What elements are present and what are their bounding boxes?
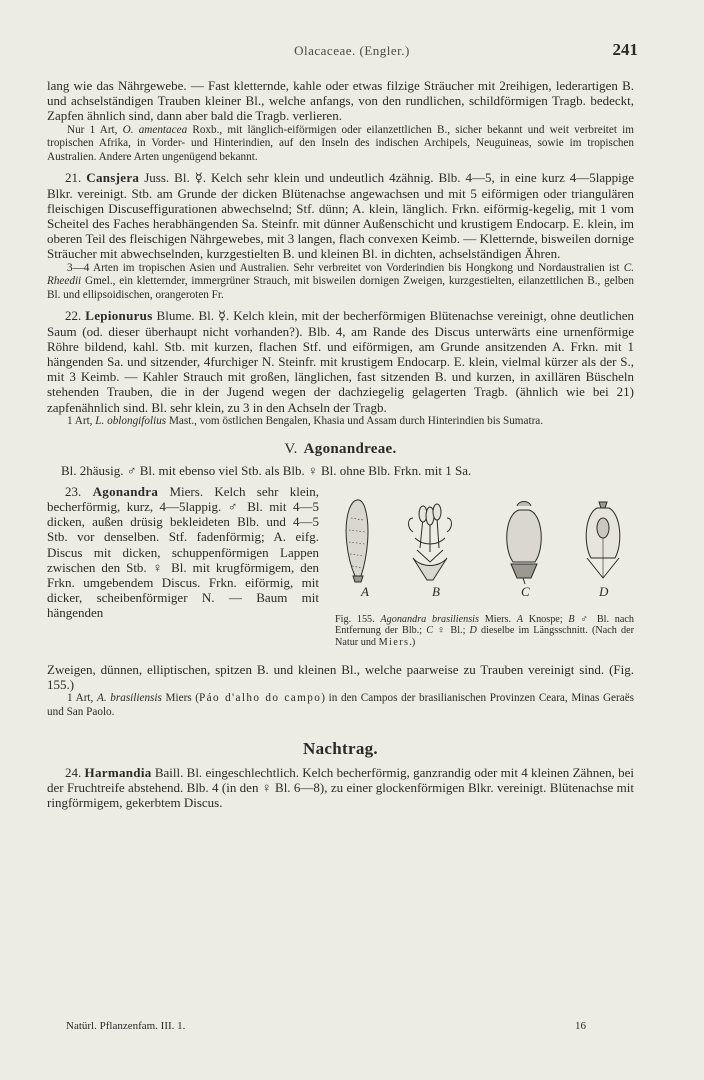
genus-number: 24. (65, 764, 82, 780)
genus-name: Cansjera (86, 170, 140, 186)
section-number: V. (284, 441, 298, 458)
genus-entry-agonandra-column (47, 484, 319, 621)
figure-part-b-male-flower-icon (409, 504, 452, 580)
addendum-heading: Nachtrag. (303, 739, 378, 759)
paragraph-continuation: lang wie das Nährgewebe. — Fast kletternde, kahle oder etwas filzige Sträucher mit 2reihigen, lederartigen B. und achselständigen Trauben kleiner Bl., welche anfangs, von den rundlichen, schildförmigen Tragb. bedeckt, Zapfen ähnlich sind, dann aber bald die Tragb. verlieren. (47, 78, 634, 124)
genus-number: 21. (65, 170, 82, 186)
species-note-cansjera: 3—4 Arten im tropischen Asien und Australien. Sehr verbreitet von Vorderindien bis Hongkong und Nordaustralien ist C. Rheedii Gmel., ein kletternder, immergrüner Strauch, mit bisweilen dornigen Zweigen, kurzgestielten, eilanzettlichen B., gelben Bl. und ellipsoidischen, orangeroten Fr. (47, 261, 634, 301)
genus-entry-agonandra: 23. Agonandra Miers. Kelch sehr klein, becherförmig, kurz, 4—5lappig. ♂ Bl. mit 4—5 dicken, außen drüsig bekleideten Blb. und 4—5 Stb. vor denselben. Stf. fadenförmig; A. eifg. Discus mit dicken, schuppenförmigen Lappen zwischen den Stb. ♀ Bl. mit krugförmigem, den Frkn. umgebendem Discus. Frkn. eiförmig, mit dicker, scheibenförmiger N. — Baum mit hängenden (47, 483, 320, 621)
figure-label-a: A (361, 583, 369, 599)
botanical-illustration (335, 488, 634, 584)
page-body (47, 78, 634, 810)
figure-part-c-female-flower-icon (507, 501, 542, 584)
footer-publication: Natürl. Pflanzenfam. III. 1. (66, 1020, 186, 1032)
common-name: Páo d'alho do campo (199, 692, 322, 705)
genus-entry-cansjera: 21. Cansjera Juss. Bl. ☿. Kelch sehr klein und undeutlich 4zähnig. Blb. 4—5, in eine kurz 4—5lappige Blkr. vereinigt. Stb. am Grunde der dicken Blütenachse angewachsen und mit 5 eiförmigen oder triangulären fleischigen Discuseffigurationen abwechselnd; Stf. dünn; A. klein, länglich. Frkn. eiförmig-kegelig, mit 1 vom Scheitel des Faches herabhängenden Sa. Steinfr. mit dünner Außenschicht und krustigem Endocarp. E. klein, im oberen Teil des fleischigen Nährgewebes, mit 3 langen, flach convexen Keimb. — Kletternde, bisweilen dornige Sträucher mit abwechselnden, kurzgestielten B. und kleinen Bl. in dichten, achselständigen Ähren. (47, 170, 634, 262)
figure-part-d-section-icon (586, 502, 620, 578)
figure-label-c: C (521, 583, 530, 599)
species-note-agonandra: 1 Art, A. brasiliensis Miers (Páo d'alho do campo) in den Campos der brasilianischen Provinzen Ceara, Minas Geraës und San Paolo. (47, 692, 635, 718)
genus-with-figure (47, 484, 634, 662)
genus-name: Harmandia (84, 764, 152, 780)
genus-name: Lepionurus (85, 308, 153, 324)
footer-signature: 16 (575, 1020, 586, 1032)
species-name: O. amentacea (122, 123, 188, 136)
figure-label-b: B (432, 583, 440, 599)
genus-entry-lepionurus: 22. Lepionurus Blume. Bl. ☿. Kelch klein, mit der becherförmigen Blütenachse vereinigt, ohne deutlichen Saum (od. dieser überhaupt nicht vorhanden?). Blb. 4, am Rande des Discus unterwärts eine urnenförmige Röhre bildend, kahl. Stb. mit kurzen, flachen Stf. und eiförmigen, am Grunde ansitzenden A. Frkn. mit 1 hängenden Sa. und sitzender, 4furchiger N. Steinfr. mit krustigem Endocarp. E. klein, vielmal kürzer als der S., mit 3 Keimb. — Kahler Strauch mit großen, länglichen, fast sitzenden B. und kurzen, in axillären Büscheln stehenden Trauben, die in der Jugend wegen der dachziegelig gelagerten Tragb. (ähnlich wie bei 21) zapfenähnlich sind. Bl. sehr klein, zu 3 in den Achseln der Tragb. (47, 308, 635, 415)
figure-155 (335, 488, 634, 662)
genus-number: 22. (65, 308, 82, 324)
page-footer (66, 1020, 586, 1032)
running-head: Olacaceae. (Engler.) (294, 43, 410, 58)
genus-name: Agonandra (92, 483, 159, 499)
species-note-lepionurus: 1 Art, L. oblongifolius Mast., vom östlichen Bengalen, Khasia und Assam durch Hinterindien bis Sumatra. (67, 414, 544, 427)
genus-number: 23. (65, 483, 82, 499)
figure-part-a-bud-icon (346, 500, 368, 582)
genus-entry-harmandia: 24. Harmandia Baill. Bl. eingeschlechtlich. Kelch becherförmig, ganzrandig oder mit 4 kleinen Zähnen, bei der Fruchtreife abstehend. Blb. 4 (in den ♀ Bl. 6—8), zu einer glockenförmigen Blkr. vereinigt. Blütenachse mit ringförmigem, gekerbtem Discus. (47, 764, 634, 811)
page-number: 241 (612, 40, 638, 59)
section-heading (47, 442, 634, 457)
genus-entry-agonandra-continued: Zweigen, dünnen, elliptischen, spitzen B. und kleinen Bl., welche paarweise zu Trauben vereinigt sind. (Fig. 155.) (47, 661, 634, 693)
species-name: C. Rheedii (47, 261, 634, 288)
page-header (0, 40, 704, 64)
figure-label-d: D (599, 583, 609, 599)
figure-caption: Fig. 155. Agonandra brasiliensis Miers. A Knospe; B ♂ Bl. nach Entfernung der Blb.; C ♀ Bl.; D dieselbe im Längsschnitt. (Nach der Natur und Miers.) (335, 613, 635, 648)
species-name: L. oblongifolius (95, 414, 167, 427)
tribe-description: Bl. 2häusig. ♂ Bl. mit ebenso viel Stb. als Blb. ♀ Bl. ohne Blb. Frkn. mit 1 Sa. (61, 462, 472, 478)
section-title: Agonandreae. (303, 441, 397, 458)
species-note-olax: Nur 1 Art, O. amentacea Roxb., mit länglich-eiförmigen oder eilanzettlichen B., sicher bekannt und weit verbreitet im tropischen Afrika, in Vorder- und Hinterindien, auf den Inseln des indischen Archipels, Neuguineas, sowie im tropischen Australien. Andere Arten ungenügend bekannt. (47, 123, 634, 163)
species-name: A. brasiliensis (97, 692, 162, 705)
